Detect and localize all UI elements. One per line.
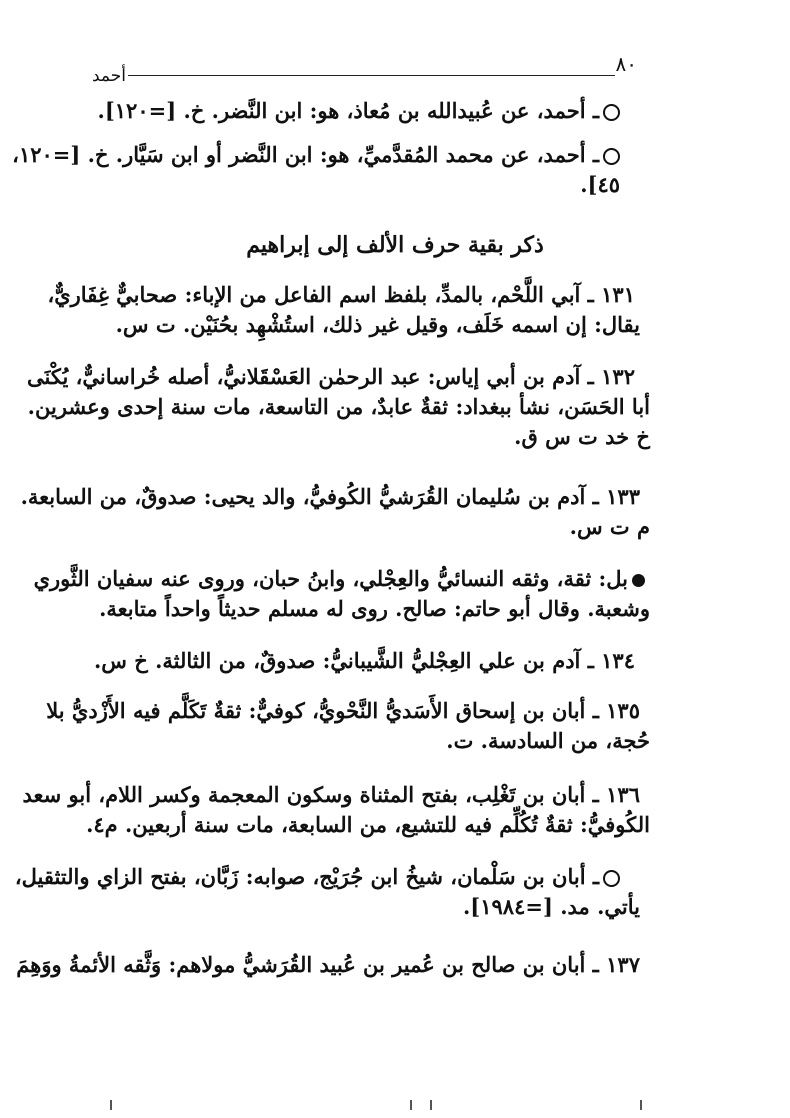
circle-marker-icon <box>603 148 620 165</box>
line-text: ١٣٤ ـ آدم بن علي العِجْليُّ الشَّيبانيُّ: صدوقٌ، من الثالثة. خ س. <box>93 648 635 673</box>
line-text: ١٣٦ ـ أبان بن تَغْلِب، بفتح المثناة وسكون المعجمة وكسر اللام، أبو سعد <box>22 782 640 807</box>
header-rule <box>128 75 615 76</box>
line-text: أبا الحَسَن، نشأ ببغداد: ثقةٌ عابدٌ، من التاسعة، مات سنة إحدى وعشرين. <box>27 394 650 419</box>
text-line <box>12 140 620 170</box>
text-line <box>21 482 640 512</box>
line-text: ١٣٣ ـ آدم بن سُليمان القُرَشيُّ الكُوفيُّ، والد يحيى: صدوقٌ، من السابعة. <box>20 484 640 509</box>
line-text: ١٣١ ـ آبي اللَّحْم، بالمدِّ، بلفظ اسم الفاعل من الإباء: صحابيٌّ غِفَاريٌّ، <box>47 282 635 307</box>
line-text: ١٣٧ ـ أبان بن صالح بن عُمير بن عُبيد القُرَشيُّ مولاهم: وَثَّقه الأئمةُ ووَهِمَ <box>16 952 640 977</box>
line-text: الكُوفيُّ: ثقةٌ تُكُلِّم فيه للتشيع، من السابعة، مات سنة أربعين. م٤. <box>86 812 650 837</box>
line-text: ـ أحمد، عن محمد المُقدَّميِّ، هو: ابن النَّضر أو ابن سَيَّار. خ. [=١٢٠، <box>12 142 599 167</box>
section-title: ذكر بقية حرف الألف إلى إبراهيم <box>246 232 544 258</box>
line-text: يقال: إن اسمه خَلَف، وقيل غير ذلك، استُشْهِد بحُنَيْن. ت س. <box>115 312 640 337</box>
line-text: يأتي. مد. [=١٩٨٤]. <box>462 894 640 919</box>
text-line <box>94 646 635 676</box>
line-text: ـ أبان بن سَلْمان، شيخُ ابن جُرَيْج، صوابه: زَبَّان، بفتح الزاي والتثقيل، <box>14 864 599 889</box>
text-line <box>99 594 650 624</box>
text-line <box>27 362 635 392</box>
line-text: حُجة، من السادسة. ت. <box>446 728 650 753</box>
line-text: ٤٥]. <box>580 172 620 197</box>
text-line <box>46 696 640 726</box>
running-title: أحمد <box>92 66 126 86</box>
scan-artifacts <box>0 1100 790 1112</box>
text-line <box>570 512 650 542</box>
text-line <box>86 810 650 840</box>
text-line <box>15 862 620 892</box>
line-text: م ت س. <box>569 514 650 539</box>
text-line <box>514 422 650 452</box>
bullet-dot-icon <box>632 574 645 587</box>
circle-marker-icon <box>603 870 620 887</box>
text-line <box>28 392 650 422</box>
text-line <box>47 280 635 310</box>
text-line <box>580 170 620 200</box>
line-text: ١٣٢ ـ آدم بن أبي إياس: عبد الرحمٰن العَسْقَلانيُّ، أصله خُراسانيٌّ، يُكْنَى <box>27 364 635 389</box>
text-line <box>116 310 640 340</box>
text-line <box>446 726 650 756</box>
text-line <box>34 564 645 594</box>
page-number: ٨٠ <box>615 52 637 76</box>
line-text: بل: ثقة، وثقه النسائيُّ والعِجْلي، وابنُ حبان، وروى عنه سفيان الثَّوري <box>33 566 628 591</box>
text-line <box>22 780 640 810</box>
text-line <box>463 892 640 922</box>
text-line <box>98 96 620 126</box>
circle-marker-icon <box>603 104 620 121</box>
line-text: وشعبة. وقال أبو حاتم: صالح. روى له مسلم حديثاً واحداً متابعة. <box>99 596 650 621</box>
line-text: خ خد ت س ق. <box>514 424 650 449</box>
line-text: ـ أحمد، عن عُبيدالله بن مُعاذ، هو: ابن النَّضر. خ. [=١٢٠]. <box>97 98 599 123</box>
page-header <box>92 52 637 86</box>
line-text: ١٣٥ ـ أبان بن إسحاق الأَسَديُّ النَّحْويُّ، كوفيٌّ: ثقةٌ تَكَلَّم فيه الأَزْديُّ بلا <box>46 698 640 723</box>
text-line <box>16 950 640 980</box>
